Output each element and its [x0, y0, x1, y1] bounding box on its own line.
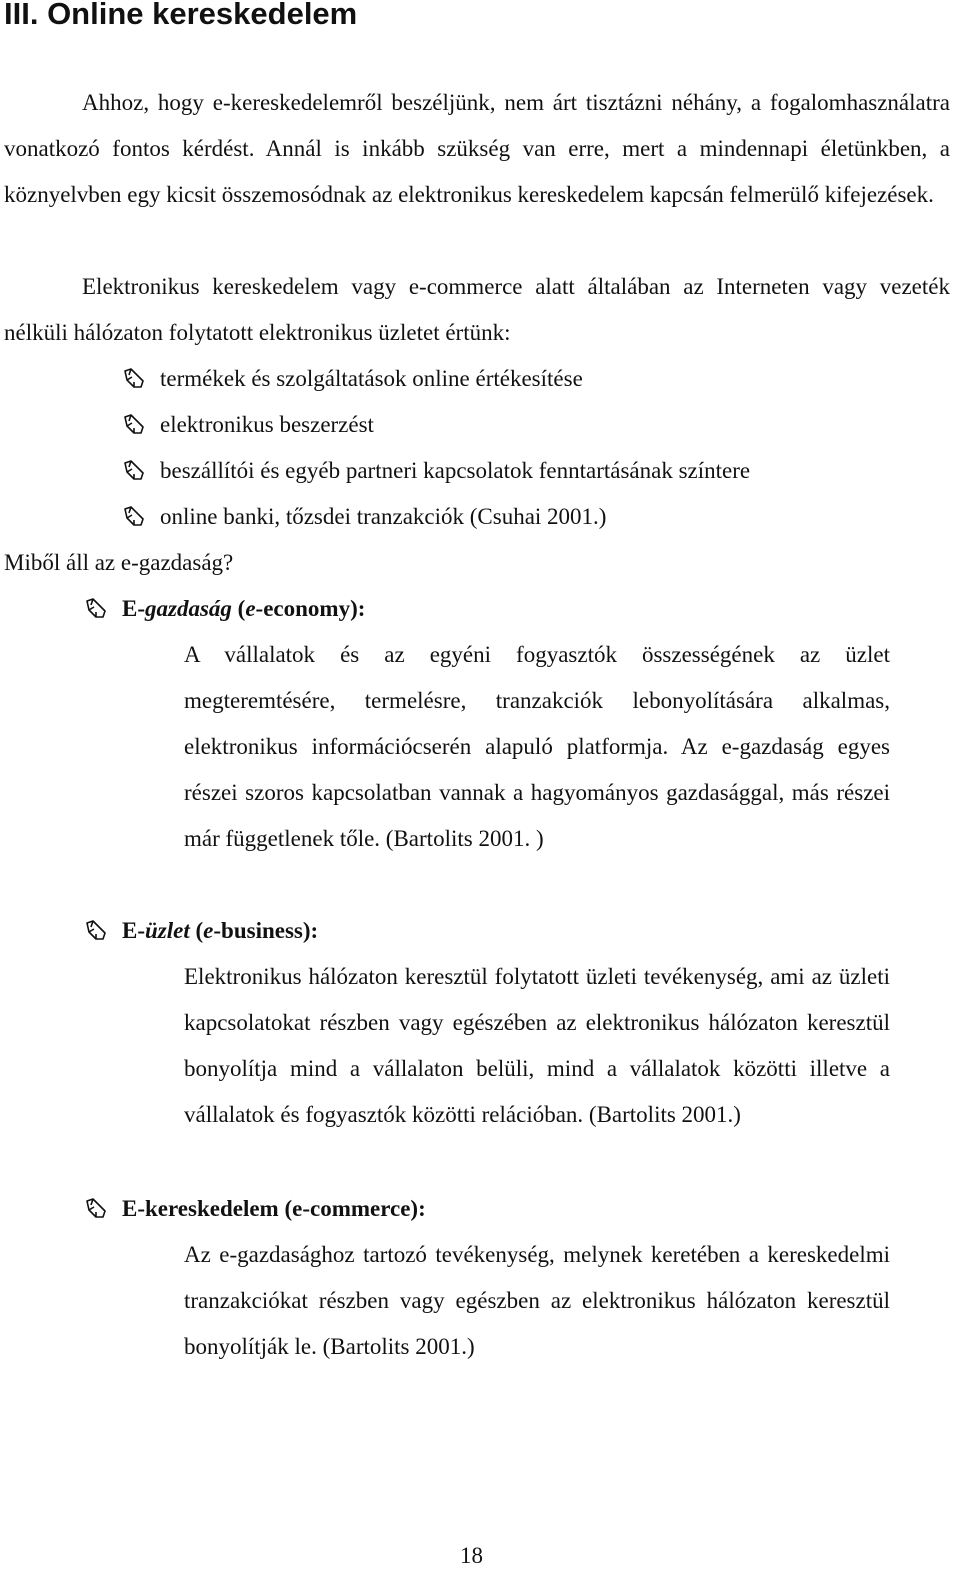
term-definition: Az e-gazdasághoz tartozó tevékenység, melynek keretében a kereskedelmi tranzakciókat részben vagy egészben az elektronikus hálózaton keresztül bonyolítják le. (Bartolits 2001.)	[184, 1242, 890, 1359]
term-prefix: E-	[122, 596, 145, 621]
bullet-item	[122, 356, 583, 402]
term-heading	[84, 586, 365, 632]
bullet-text: elektronikus beszerzést	[160, 412, 374, 437]
definition-paragraph: Elektronikus kereskedelem vagy e-commerce alatt általában az Interneten vagy vezeték nélküli hálózaton folytatott elektronikus üzletet értünk:	[4, 274, 950, 345]
bullet-text: termékek és szolgáltatások online értékesítése	[160, 366, 583, 391]
term-definition: Elektronikus hálózaton keresztül folytatott üzleti tevékenység, ami az üzleti kapcsolatokat részben vagy egészében az elektronikus hálózaton keresztül bonyolítja mind a vállalaton belüli, mind a vállalatok közötti illetve a vállalatok és fogyasztók közötti relációban. (Bartolits 2001.)	[184, 964, 890, 1127]
term-heading	[84, 1186, 426, 1232]
term-italic: gazdaság	[145, 596, 232, 621]
chapter-heading: III. Online kereskedelem	[4, 0, 358, 31]
hand-pointer-icon	[122, 457, 148, 483]
bullet-item	[122, 448, 750, 494]
term-heading	[84, 908, 318, 954]
section-question: Miből áll az e-gazdaság?	[4, 550, 234, 575]
hand-pointer-icon	[122, 411, 148, 437]
term-paren-italic: e	[245, 596, 256, 621]
bullet-item	[122, 402, 374, 448]
page-number: 18	[460, 1543, 483, 1568]
term-suffix: -economy):	[255, 596, 366, 621]
term-paren-italic: e	[203, 918, 214, 943]
hand-pointer-icon	[84, 917, 110, 943]
bullet-text: beszállítói és egyéb partneri kapcsolatok fenntartásának színtere	[160, 458, 751, 483]
hand-pointer-icon	[122, 503, 148, 529]
bullet-item	[122, 494, 606, 540]
term-paren: (	[189, 918, 204, 943]
intro-paragraph: Ahhoz, hogy e-kereskedelemről beszéljünk, nem árt tisztázni néhány, a fogalomhasználatra vonatkozó fontos kérdést. Annál is inkább szükség van erre, mert a mindennapi életünkben, a köznyelvben egy kicsit összemosódnak az elektronikus kereskedelem kapcsán felmerülő kifejezések.	[4, 90, 950, 207]
term-italic: üzlet	[145, 918, 190, 943]
bullet-text: online banki, tőzsdei tranzakciók (Csuhai 2001.)	[160, 504, 607, 529]
term-prefix: E-kereskedelem (e-commerce):	[122, 1196, 426, 1221]
hand-pointer-icon	[122, 365, 148, 391]
hand-pointer-icon	[84, 1195, 110, 1221]
term-prefix: E-	[122, 918, 145, 943]
term-paren: (	[231, 596, 246, 621]
hand-pointer-icon	[84, 595, 110, 621]
term-suffix: -business):	[213, 918, 319, 943]
term-definition: A vállalatok és az egyéni fogyasztók összességének az üzlet megteremtésére, termelésre, tranzakciók lebonyolítására alkalmas, elektronikus információcserén alapuló platformja. Az e-gazdaság egyes részei szoros kapcsolatban vannak a hagyományos gazdasággal, más részei már függetlenek tőle. (Bartolits 2001. )	[184, 642, 890, 851]
